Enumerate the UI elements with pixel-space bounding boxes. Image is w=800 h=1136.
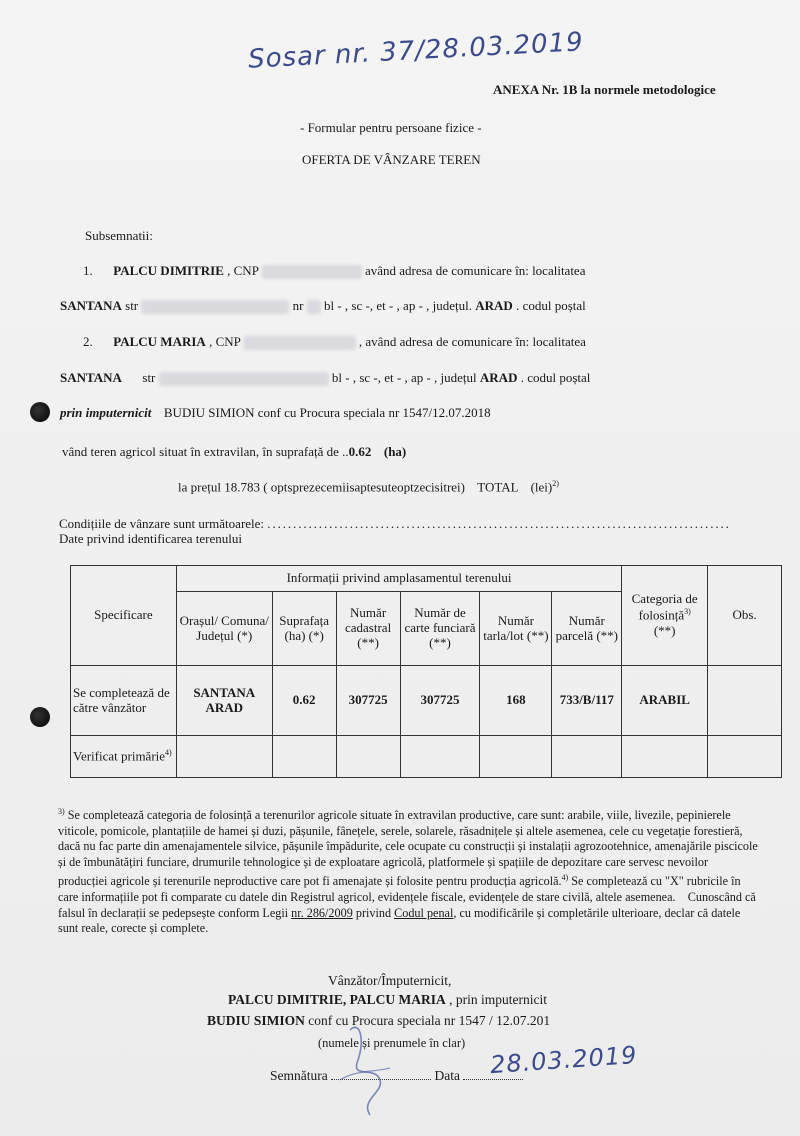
cell-empty-6	[552, 736, 622, 778]
price-line	[178, 479, 559, 495]
form-type: - Formular pentru persoane fizice -	[300, 120, 482, 135]
footnote-sup4: 4)	[561, 873, 569, 883]
footnote-text1: Se completează categoria de folosință a terenurilor agricole situate în extravilan productive, care sunt: arabile, viile, livezile, pepinierele viticole, pomicole, plantațiile de hamei și duzi, pășunile, fânețele, serele, solarele, răsadnițele și altele asemenea, cele cu vegetație forestieră, dacă nu fac parte din amenajamentele silvice, pășunile împădurite, cele ocupate cu construcții și instalații agrozootehnice, amenajările piscicole și de îmbunătățiri funciare, drumurile tehnologice și de exploatare agricolă, platformele și spațiile de depozitare care servesc nevoilor producției agricole și terenurile neproductive care pot fi amenajate și folosite pentru producția agricolă.	[58, 808, 758, 889]
signature-names-line	[228, 992, 547, 1008]
table-row-primarie	[71, 736, 782, 778]
header-group: Informații privind amplasamentul terenului	[176, 566, 621, 592]
header-cadastral: Număr cadastral (**)	[336, 592, 400, 666]
signature-names: PALCU DIMITRIE, PALCU MARIA	[228, 992, 446, 1007]
cell-categoria: ARABIL	[622, 666, 708, 736]
proxy-text: BUDIU SIMION conf cu Procura speciala nr 1547/12.07.2018	[163, 405, 491, 420]
header-obs: Obs.	[708, 566, 782, 666]
person2-index: 2.	[83, 334, 93, 349]
person2-county: ARAD	[479, 370, 518, 385]
person1-street-label: str	[125, 298, 139, 313]
signature-proxy-name: BUDIU SIMION	[207, 1013, 305, 1028]
price-currency: (lei)	[530, 479, 553, 495]
header-tarla: Număr tarla/lot (**)	[480, 592, 552, 666]
footnote-sup3: 3)	[58, 807, 65, 816]
handwritten-signature	[320, 1010, 410, 1120]
person2-street-redacted	[159, 372, 329, 386]
handwritten-file-number: Sosar nr. 37/28.03.2019	[247, 27, 585, 75]
person2-cnp-label: , CNP	[209, 334, 241, 349]
conditions-line	[59, 516, 731, 532]
cell-empty-8	[708, 736, 782, 778]
conditions-label: Condițiile de vânzare sunt următoarele:	[59, 516, 265, 531]
price-sup: 2)	[552, 479, 559, 488]
header-carte: Număr de carte funciară (**)	[400, 592, 480, 666]
person1-name: PALCU DIMITRIE	[113, 263, 224, 278]
cell-empty-5	[480, 736, 552, 778]
person2-cnp-redacted	[244, 336, 356, 350]
cell-tarla: 168	[480, 666, 552, 736]
proxy-line	[60, 405, 491, 421]
cell-empty-4	[400, 736, 480, 778]
person2-name: PALCU MARIA	[113, 334, 206, 349]
land-table	[70, 565, 782, 778]
date-label: Data	[434, 1068, 460, 1083]
sale-unit: (ha)	[383, 444, 407, 459]
sale-area: 0.62	[348, 444, 372, 459]
proxy-label: prin imputernicit	[60, 405, 152, 420]
footnote-block	[58, 804, 758, 937]
person1-postal: . codul poștal	[516, 298, 586, 313]
signature-role: Vânzător/Împuternicit,	[328, 973, 452, 988]
header-suprafata: Suprafața (ha) (*)	[272, 592, 336, 666]
person1-nr-label: nr	[292, 298, 304, 313]
punch-hole-bottom	[30, 707, 50, 727]
person2-street-label: str	[142, 370, 156, 385]
person1-index: 1.	[83, 263, 93, 278]
handwritten-date: 28.03.2019	[489, 1040, 639, 1080]
header-orasul: Orașul/ Comuna/ Județul (*)	[176, 592, 272, 666]
person1-street-redacted	[141, 300, 289, 314]
footnote-law: nr. 286/2009	[291, 905, 353, 920]
person2-locality: SANTANA	[60, 370, 122, 385]
subsemnatii-label: Subsemnatii:	[85, 228, 153, 243]
footnote-text4: privind	[355, 905, 392, 920]
cell-empty-7	[622, 736, 708, 778]
person1-line1	[83, 263, 585, 279]
cell-carte: 307725	[400, 666, 480, 736]
punch-hole-top	[30, 402, 50, 422]
row-seller-label: Se completează de către vânzător	[71, 666, 177, 736]
cell-obs	[708, 666, 782, 736]
table-row-seller	[71, 666, 782, 736]
signature-names-tail: , prin imputernicit	[449, 992, 547, 1007]
sale-text: vând teren agricol situat în extravilan, în suprafață de ..	[62, 444, 349, 459]
person1-address-intro: având adresa de comunicare în: localitatea	[364, 263, 586, 278]
cell-parcela: 733/B/117	[552, 666, 622, 736]
cell-empty-2	[272, 736, 336, 778]
footnote-code: Codul penal	[394, 905, 454, 920]
person2-address-intro: , având adresa de comunicare în: localitatea	[358, 334, 586, 349]
annex-title: ANEXA Nr. 1B la normele metodologice	[493, 82, 716, 97]
footnote-text5: , cu modificările și completările ulterioare, declar că datele sunt reale, corecte și complete.	[58, 905, 741, 936]
person1-line2	[60, 298, 586, 314]
header-parcela: Număr parcelă (**)	[552, 592, 622, 666]
signature-clar: (numele și prenumele în clar)	[318, 1036, 466, 1050]
person1-county: ARAD	[475, 298, 513, 313]
person2-postal: . codul poștal	[520, 370, 591, 385]
price-text: la prețul 18.783 ( optsprezecemiisaptesuteoptzecisitrei)	[178, 479, 465, 495]
cell-cadastral: 307725	[336, 666, 400, 736]
person2-line2	[60, 370, 590, 386]
signature-label: Semnătura	[270, 1068, 328, 1083]
person1-cnp-redacted	[262, 265, 362, 279]
cell-oras: SANTANA ARAD	[176, 666, 272, 736]
person1-cnp-label: , CNP	[227, 263, 259, 278]
price-total: TOTAL	[477, 479, 519, 495]
conditions-dots: ..........................................................................................	[267, 516, 731, 531]
signature-proxy-tail: conf cu Procura speciala nr 1547 / 12.07.201	[308, 1013, 551, 1028]
footnote-text2: Se completează cu "X" rubricile în care informațiile pot fi comparate cu datele din Registrul agricol, evidențele fiscale, evidențele de stare civilă, altele asemenea.	[58, 874, 741, 905]
cell-empty-3	[336, 736, 400, 778]
form-title: OFERTA DE VÂNZARE TEREN	[302, 152, 481, 167]
person1-nr-redacted	[307, 300, 321, 314]
footnote-text3: Cunoscând că falsul în declarații se pedepsește conform Legii	[58, 890, 756, 920]
person2-details: bl - , sc -, et - , ap - , județul	[331, 370, 477, 385]
cell-suprafata: 0.62	[272, 666, 336, 736]
header-specificare: Specificare	[71, 566, 177, 666]
person1-details: bl - , sc -, et - , ap - , județul.	[323, 298, 472, 313]
row-primarie-label: Verificat primărie$^{4)}$	[71, 736, 177, 778]
person2-line1	[83, 334, 586, 350]
sale-line	[62, 444, 406, 460]
header-categoria: Categoria de folosință$^{3)}$ (**)	[622, 566, 708, 666]
cell-empty-1	[176, 736, 272, 778]
person1-locality: SANTANA	[60, 298, 122, 313]
identification-title: Date privind identificarea terenului	[59, 531, 243, 546]
